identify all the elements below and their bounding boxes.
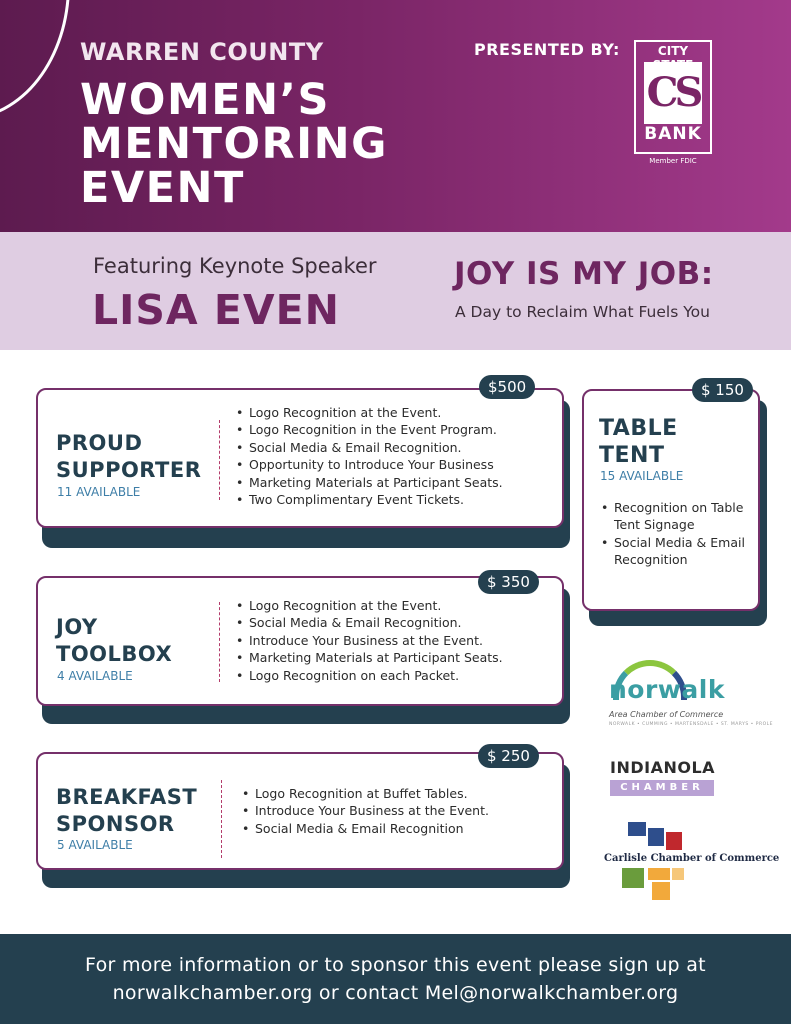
benefit-list xyxy=(599,499,754,569)
tier-name-line: TOOLBOX xyxy=(56,642,173,666)
benefit-item: • Social Media & Email Recognition xyxy=(240,820,489,837)
bank-fdic-note: Member FDIC xyxy=(649,157,697,165)
benefit-list xyxy=(234,597,503,684)
header-banner xyxy=(0,0,791,232)
tier-availability: 11 AVAILABLE xyxy=(57,485,141,499)
benefit-list xyxy=(240,785,489,837)
benefit-item: • Marketing Materials at Participant Seats. xyxy=(234,649,503,666)
indianola-chamber-logo xyxy=(608,758,718,798)
benefit-item: • Introduce Your Business at the Event. xyxy=(234,632,503,649)
bank-logo-top: CITY xyxy=(657,44,689,58)
footer-line: norwalkchamber.org or contact Mel@norwalkchamber.org xyxy=(112,982,679,1004)
tier-card-joy-toolbox xyxy=(36,576,564,706)
event-title-line: WOMEN’S xyxy=(80,75,330,125)
divider xyxy=(219,602,220,682)
benefit-item: • Logo Recognition at the Event. xyxy=(234,404,503,421)
logo-square-icon xyxy=(672,868,684,880)
city-state-bank-logo xyxy=(634,40,712,154)
tier-name-line: TABLE xyxy=(599,416,678,441)
benefit-item: • Social Media & Email Recognition xyxy=(599,534,754,569)
session-title: JOY IS MY JOB: xyxy=(454,256,714,292)
logo-square-icon xyxy=(652,882,670,900)
bank-logo-mark: CS xyxy=(644,62,702,124)
norwalk-subtitle: Area Chamber of Commerce xyxy=(609,710,724,719)
event-title-line: EVENT xyxy=(80,163,245,213)
benefit-item: • Social Media & Email Recognition. xyxy=(234,614,503,631)
keynote-band xyxy=(0,232,791,350)
benefit-item: • Logo Recognition in the Event Program. xyxy=(234,421,503,438)
benefit-item: • Social Media & Email Recognition. xyxy=(234,439,503,456)
logo-square-icon xyxy=(648,868,670,880)
benefit-list xyxy=(234,404,503,508)
tier-availability: 15 AVAILABLE xyxy=(600,469,684,483)
logo-square-icon xyxy=(666,832,682,850)
logo-square-icon xyxy=(648,828,664,846)
bank-logo-bottom: BANK xyxy=(644,124,702,144)
divider xyxy=(219,420,220,500)
tier-name-line: JOY xyxy=(56,615,98,639)
tier-name-line: TENT xyxy=(599,443,665,468)
tier-name-line: SUPPORTER xyxy=(56,458,202,482)
indianola-name: INDIANOLA xyxy=(610,758,716,777)
event-title xyxy=(80,75,388,213)
benefit-item: • Introduce Your Business at the Event. xyxy=(240,802,489,819)
tier-card-breakfast-sponsor xyxy=(36,752,564,870)
tier-availability: 5 AVAILABLE xyxy=(57,838,133,852)
footer-line: For more information or to sponsor this event please sign up at xyxy=(85,954,706,976)
event-title-line: MENTORING xyxy=(80,119,388,169)
decorative-arc xyxy=(0,0,70,120)
footer-contact xyxy=(0,934,791,1024)
indianola-subtitle: CHAMBER xyxy=(610,780,714,796)
tier-name-line: PROUD xyxy=(56,431,143,455)
logo-square-icon xyxy=(622,868,644,888)
presented-by-label: PRESENTED BY: xyxy=(474,40,620,59)
session-subtitle: A Day to Reclaim What Fuels You xyxy=(455,303,710,321)
tier-name xyxy=(56,614,172,668)
tier-name xyxy=(56,784,197,838)
price-badge: $500 xyxy=(479,375,535,399)
divider xyxy=(221,780,222,858)
tier-name-line: SPONSOR xyxy=(56,812,175,836)
tier-name-line: BREAKFAST xyxy=(56,785,198,809)
norwalk-chamber-logo xyxy=(605,660,773,732)
benefit-item: • Logo Recognition at the Event. xyxy=(234,597,503,614)
carlisle-chamber-logo xyxy=(604,822,780,902)
benefit-item: • Marketing Materials at Participant Seats. xyxy=(234,474,503,491)
benefit-item: • Logo Recognition at Buffet Tables. xyxy=(240,785,489,802)
tier-name xyxy=(56,430,201,484)
price-badge: $ 250 xyxy=(478,744,539,768)
benefit-item: • Opportunity to Introduce Your Business xyxy=(234,456,503,473)
tier-availability: 4 AVAILABLE xyxy=(57,669,133,683)
benefit-item: • Recognition on Table Tent Signage xyxy=(599,499,754,534)
price-badge: $ 350 xyxy=(478,570,539,594)
price-badge: $ 150 xyxy=(692,378,753,402)
county-name: WARREN COUNTY xyxy=(80,38,324,66)
tier-card-proud-supporter xyxy=(36,388,564,528)
norwalk-towns: NORWALK • CUMMING • MARTENSDALE • ST. MARYS • PROLE xyxy=(609,722,773,727)
tier-name xyxy=(599,415,678,469)
carlisle-name: Carlisle Chamber of Commerce xyxy=(604,853,780,864)
speaker-name: LISA EVEN xyxy=(92,286,340,334)
tier-card-table-tent xyxy=(582,389,760,611)
benefit-item: • Two Complimentary Event Tickets. xyxy=(234,491,503,508)
logo-square-icon xyxy=(628,822,646,836)
norwalk-name: norwalk xyxy=(609,675,725,704)
featuring-label: Featuring Keynote Speaker xyxy=(93,254,377,278)
benefit-item: • Logo Recognition on each Packet. xyxy=(234,667,503,684)
